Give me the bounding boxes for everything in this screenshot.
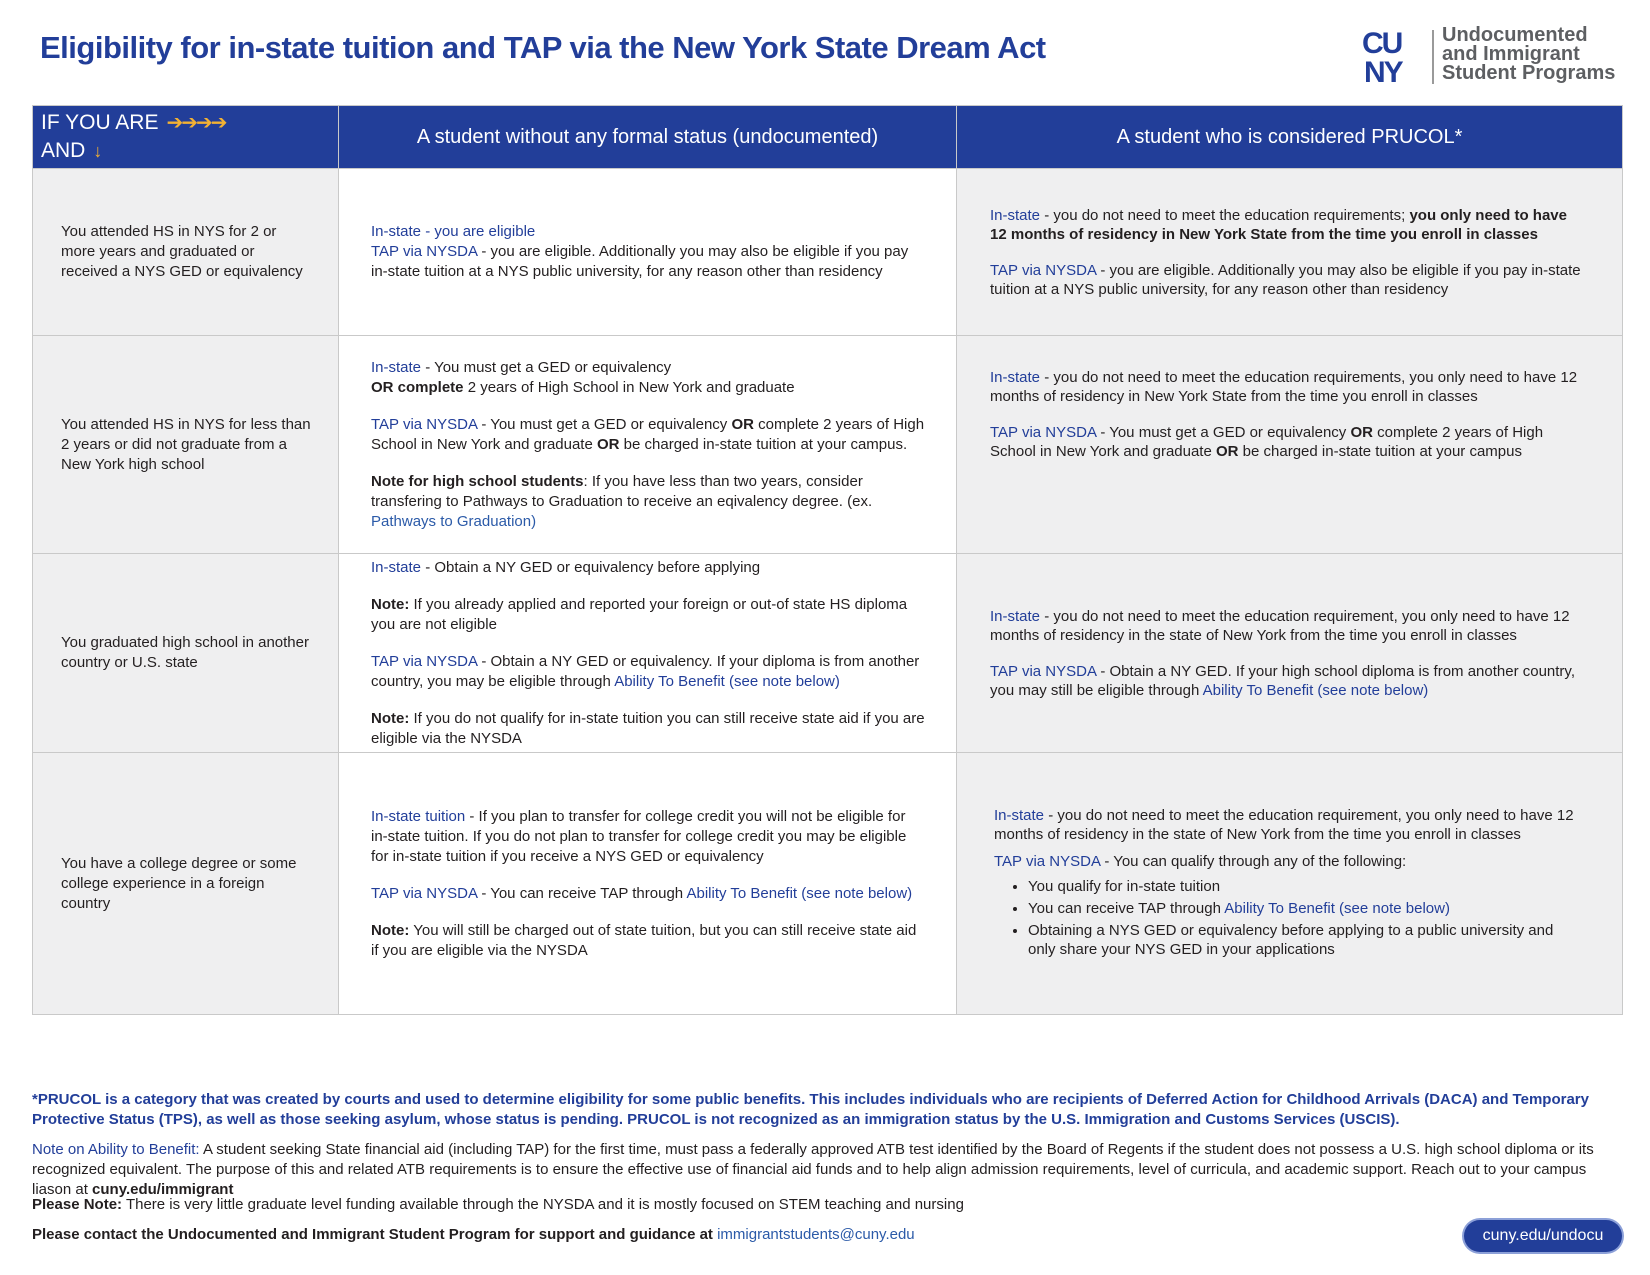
atb-link[interactable]: Ability To Benefit (see note below) (1224, 899, 1450, 917)
note-label: Note: (371, 595, 410, 613)
instate-text: - You must get a GED or equivalency (421, 358, 672, 376)
prucol-cell (957, 753, 1623, 1015)
instate-text: - you do not need to meet the education requirement, you only need to have 12 months of residency in the state of New York from the time you enroll in classes (994, 806, 1574, 843)
list-item (1028, 899, 1582, 918)
undocumented-cell (339, 169, 957, 336)
note-label: Note: (371, 921, 410, 939)
svg-text:CU: CU (1362, 27, 1402, 60)
corner-line-1: IF YOU ARE (41, 111, 159, 134)
atb-link[interactable]: Ability To Benefit (see note below) (1202, 681, 1429, 699)
tap-text: - you are eligible. Additionally you may also be eligible if you pay in-state tuition at a NYS public university, for any reason other than residency (990, 261, 1581, 298)
table-row (33, 753, 1623, 1015)
atb-link[interactable]: Ability To Benefit (see note below) (686, 884, 913, 902)
down-arrow-icon: ↓ (93, 141, 103, 161)
or-1: OR (731, 415, 754, 433)
table-row (33, 169, 1623, 336)
note-text: If you do not qualify for in-state tuition you can still receive state aid if you are eligible via the NYSDA (371, 709, 925, 747)
atb-note-text: A student seeking State financial aid (including TAP) for the first time, must pass a federally approved ATB test identified by the Board of Regents if the student does not possess a U.S. high school diploma or its recognized equivalent. The purpose of this and related ATB requirements is to ensure the effective use of financial aid funds and to help align admission requirements, level of curricula, and academic support. Reach out to your campus liason at (32, 1141, 1594, 1198)
tap-text-2: complete 2 years of High School in New York and graduate (990, 424, 1544, 460)
table-row (33, 336, 1623, 554)
qualify-list (994, 877, 1582, 959)
tap-text: - Obtain a NY GED. If your high school diploma is from another country, you may still be eligible through (990, 662, 1575, 699)
tap-text-1: - You must get a GED or equivalency (1096, 424, 1351, 441)
prucol-cell (957, 336, 1623, 554)
prucol-footnote: *PRUCOL is a category that was created by courts and used to determine eligibility for some public benefits. This includes individuals who are recipients of Deferred Action for Childhood Arrivals (DACA) and Temporary Protective Status (TPS), as well as those seeking asylum, whose status is pending. PRUCOL is not recognized as an immigration status by the U.S. Immigration and Customs Services (USCIS). (32, 1091, 1589, 1128)
undocumented-cell (339, 336, 957, 554)
contact-text: Please contact the Undocumented and Immigrant Student Program for support and guidance at (32, 1226, 718, 1243)
undocumented-cell (339, 554, 957, 753)
tap-text: - You can receive TAP through (477, 884, 687, 902)
tap-label: TAP via NYSDA (371, 884, 478, 902)
instate-label: In-state (990, 206, 1041, 224)
logo-line-3: Student Programs (1442, 62, 1616, 84)
corner-header (33, 106, 339, 169)
instate-label: In-state (990, 369, 1041, 386)
table-row (33, 554, 1623, 753)
instate-label: In-state (994, 806, 1045, 824)
instate-label: In-state tuition (371, 807, 466, 825)
row-label: You attended HS in NYS for 2 or more years and graduated or received a NYS GED or equivalency (33, 169, 339, 336)
tap-text: - Obtain a NY GED or equivalency. If your diploma is from another country, you may be eligible through (371, 652, 920, 690)
note-label: Note for high school students (371, 472, 584, 490)
contact-line (32, 1225, 1432, 1245)
note-text: If you already applied and reported your foreign or out-of state HS diploma you are not eligible (371, 595, 908, 633)
instate-text-2: 2 years of High School in New York and graduate (463, 378, 795, 396)
row-label: You attended HS in NYS for less than 2 years or did not graduate from a New York high school (33, 336, 339, 554)
row-label: You graduated high school in another country or U.S. state (33, 554, 339, 753)
logo-divider (1432, 30, 1434, 84)
tap-label: TAP via NYSDA (994, 852, 1101, 870)
eligibility-table (32, 105, 1623, 1015)
table-header-row (33, 106, 1623, 169)
instate-label: In-state - you are eligible (371, 223, 536, 240)
atb-link[interactable]: Ability To Benefit (see note below) (614, 672, 840, 690)
logo-line-2: and Immigrant (1442, 43, 1580, 65)
instate-text: - Obtain a NY GED or equivalency before applying (421, 558, 761, 576)
immigrant-url[interactable]: cuny.edu/immigrant (92, 1181, 234, 1198)
note-label: Note: (371, 709, 410, 727)
prucol-cell (957, 169, 1623, 336)
list-item: • Obtaining a NYS GED or equivalency before applying to a public university and only share your NYS GED in your applications (1028, 921, 1582, 959)
tap-label: TAP via NYSDA (371, 243, 478, 260)
undocu-url-badge[interactable]: cuny.edu/undocu (1464, 1220, 1622, 1252)
instate-bold-text: you only need to have 12 months of residency in New York State from the time you enroll in classes (990, 206, 1567, 243)
list-item: • You qualify for in-state tuition (1028, 877, 1582, 896)
instate-text: - you do not need to meet the education requirements; (1040, 206, 1410, 224)
tap-text: - you are eligible. Additionally you may also be eligible if you pay in-state tuition at a NYS public university, for any reason other than residency (371, 243, 909, 280)
instate-text: - you do not need to meet the education requirements, you only need to have 12 months of residency in New York State from the time you enroll in classes (990, 369, 1578, 405)
tap-text-3: be charged in-state tuition at your campus (1238, 443, 1522, 460)
instate-label: In-state (371, 558, 422, 576)
atb-note-label: Note on Ability to Benefit: (32, 1141, 200, 1158)
column-header-undocumented: A student without any formal status (undocumented) (339, 106, 957, 169)
please-note (32, 1195, 1612, 1215)
contact-email-link[interactable]: immigrantstudents@cuny.edu (717, 1226, 915, 1243)
or-1: OR (1350, 424, 1373, 441)
instate-label: In-state (990, 607, 1041, 625)
pathways-link[interactable]: Pathways to Graduation) (371, 512, 537, 530)
instate-label: In-state (371, 358, 422, 376)
instate-text: - you do not need to meet the education requirement, you only need to have 12 months of residency in the state of New York from the time you enroll in classes (990, 607, 1570, 644)
tap-text: - You can qualify through any of the following: (1100, 852, 1407, 870)
page-title: Eligibility for in-state tuition and TAP via the New York State Dream Act (40, 30, 1046, 65)
tap-label: TAP via NYSDA (990, 662, 1097, 680)
please-note-label: Please Note: (32, 1196, 123, 1213)
cuny-logo (1362, 26, 1622, 88)
row-label: You have a college degree or some college experience in a foreign country (33, 753, 339, 1015)
bullet-text: You can receive TAP through (1028, 899, 1225, 917)
note-text: You will still be charged out of state tuition, but you can still receive state aid if you are eligible via the NYSDA (371, 921, 917, 959)
tap-text-2: complete 2 years of High School in New York and graduate (371, 415, 925, 453)
corner-line-2: AND (41, 139, 86, 162)
instate-text: - If you plan to transfer for college credit you will not be eligible for in-state tuition. If you do not plan to transfer for college credit you may be eligible for in-state tuition if you receive a NYS GED or equivalency (371, 807, 907, 865)
tap-label: TAP via NYSDA (371, 415, 478, 433)
or-2: OR (597, 435, 620, 453)
column-header-prucol: A student who is considered PRUCOL* (957, 106, 1623, 169)
svg-text:NY: NY (1364, 56, 1402, 86)
or-2: OR (1216, 443, 1239, 460)
right-arrows-icon: ➔➔➔➔ (166, 112, 226, 134)
logo-text (1442, 26, 1615, 83)
tap-label: TAP via NYSDA (990, 261, 1097, 279)
prucol-cell (957, 554, 1623, 753)
cuny-logo-mark (1362, 26, 1422, 86)
logo-line-1: Undocumented (1442, 24, 1588, 46)
please-note-text: There is very little graduate level funding available through the NYSDA and it is mostly focused on STEM teaching and nursing (122, 1196, 964, 1213)
tap-text-3: be charged in-state tuition at your campus. (619, 435, 908, 453)
tap-label: TAP via NYSDA (990, 424, 1097, 441)
tap-text-1: - You must get a GED or equivalency (477, 415, 732, 433)
or-complete: OR complete (371, 378, 464, 396)
note-text: : If you have less than two years, consider transfering to Pathways to Graduation to receive an eqivalency degree. (ex. (371, 472, 873, 510)
undocumented-cell (339, 753, 957, 1015)
atb-note (32, 1140, 1612, 1200)
tap-label: TAP via NYSDA (371, 652, 478, 670)
